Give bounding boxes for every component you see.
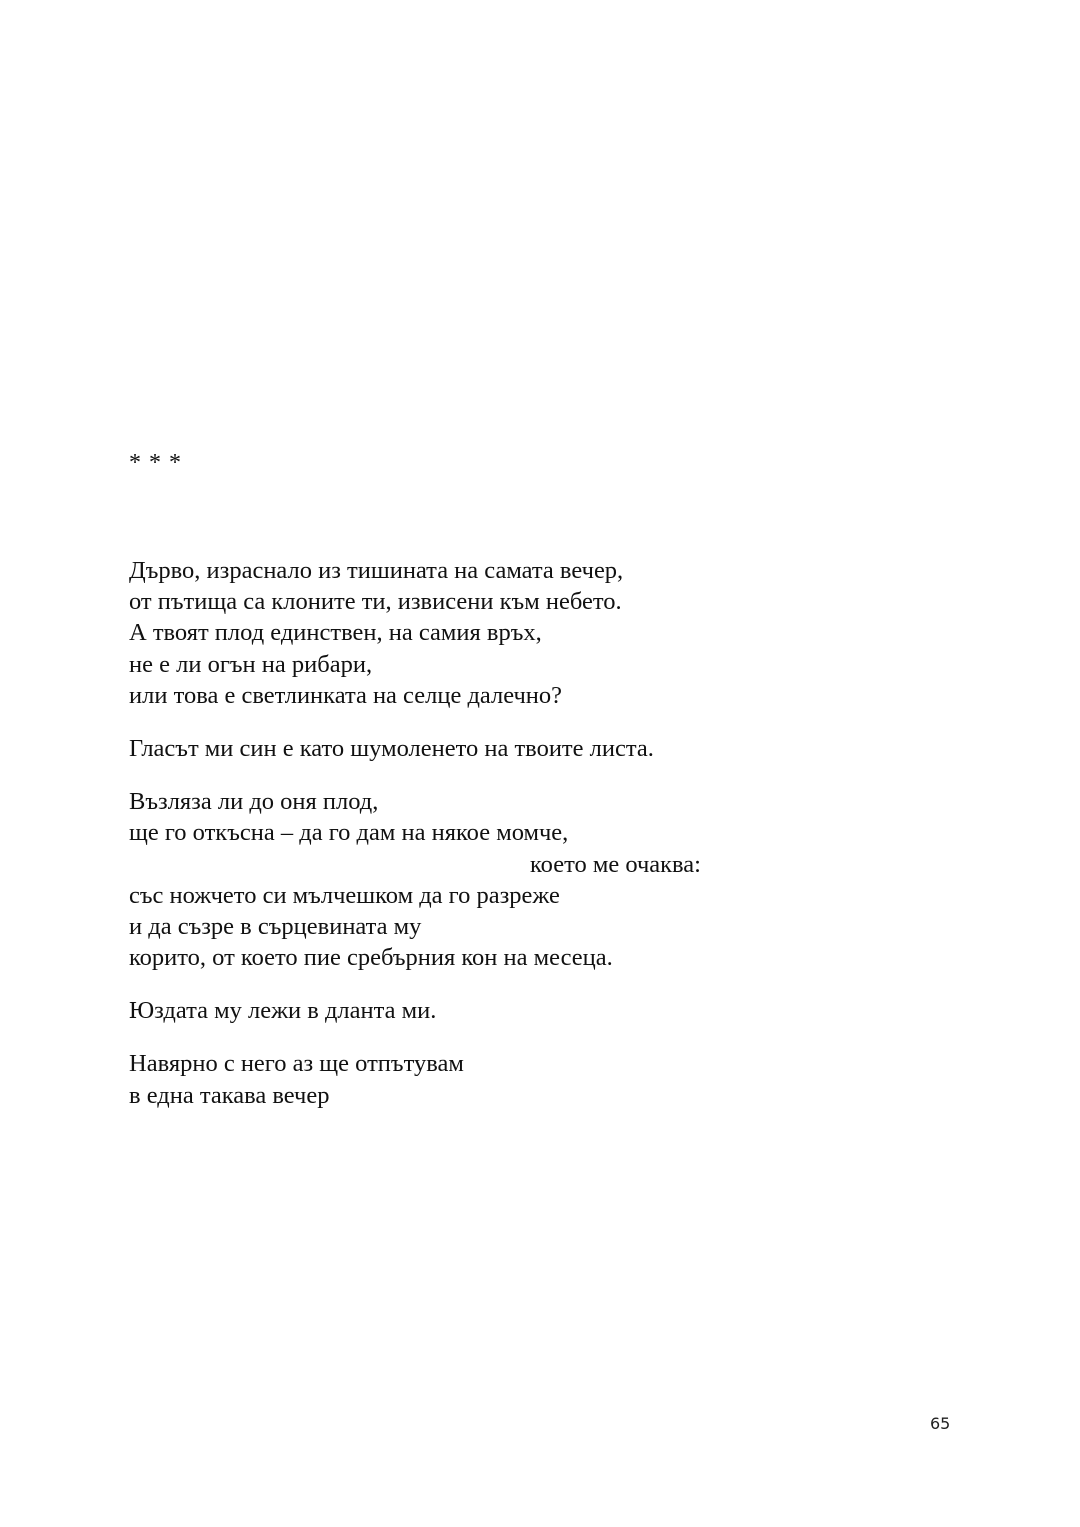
poem-line: Гласът ми син е като шумоленето на твоите листа.: [129, 734, 654, 762]
poem-line: корито, от което пие сребърния кон на месеца.: [129, 944, 613, 972]
poem-body: [129, 555, 929, 1111]
stanza-2: [129, 733, 929, 764]
poem-line: Възляза ли до оня плод,: [129, 788, 379, 816]
poem-line: и да съзре в сърцевината му: [129, 912, 422, 940]
stanza-gap: [129, 764, 929, 786]
stanza-gap: [129, 711, 929, 733]
page-number: 65: [930, 1414, 951, 1433]
poem-line: Юздата му лежи в дланта ми.: [129, 997, 437, 1025]
stanza-gap: [129, 973, 929, 995]
poem-line: от пътища са клоните ти, извисени към небето.: [129, 588, 622, 616]
poem-line: ще го откъсна – да го дам на някое момче,: [129, 819, 569, 847]
poem-line: със ножчето си мълчешком да го разреже: [129, 881, 560, 909]
stanza-1: [129, 555, 929, 711]
poem-line: Навярно с него аз ще отпътувам: [129, 1050, 464, 1078]
stanza-gap: [129, 1026, 929, 1048]
poem-line: в една такава вечер: [129, 1081, 330, 1109]
poem-line: не е ли огън на рибари,: [129, 650, 373, 678]
poem-line: Дърво, израснало из тишината на самата вечер,: [129, 557, 624, 584]
stanza-5: [129, 1048, 929, 1110]
stanza-4: [129, 995, 929, 1026]
poem-line-indented: което ме очаква:: [530, 850, 701, 878]
poem-line: или това е светлинката на селце далечно?: [129, 681, 563, 709]
poem-line: А твоят плод единствен, на самия връх,: [129, 619, 542, 647]
section-separator: * * *: [129, 450, 182, 476]
stanza-3: [129, 786, 929, 973]
